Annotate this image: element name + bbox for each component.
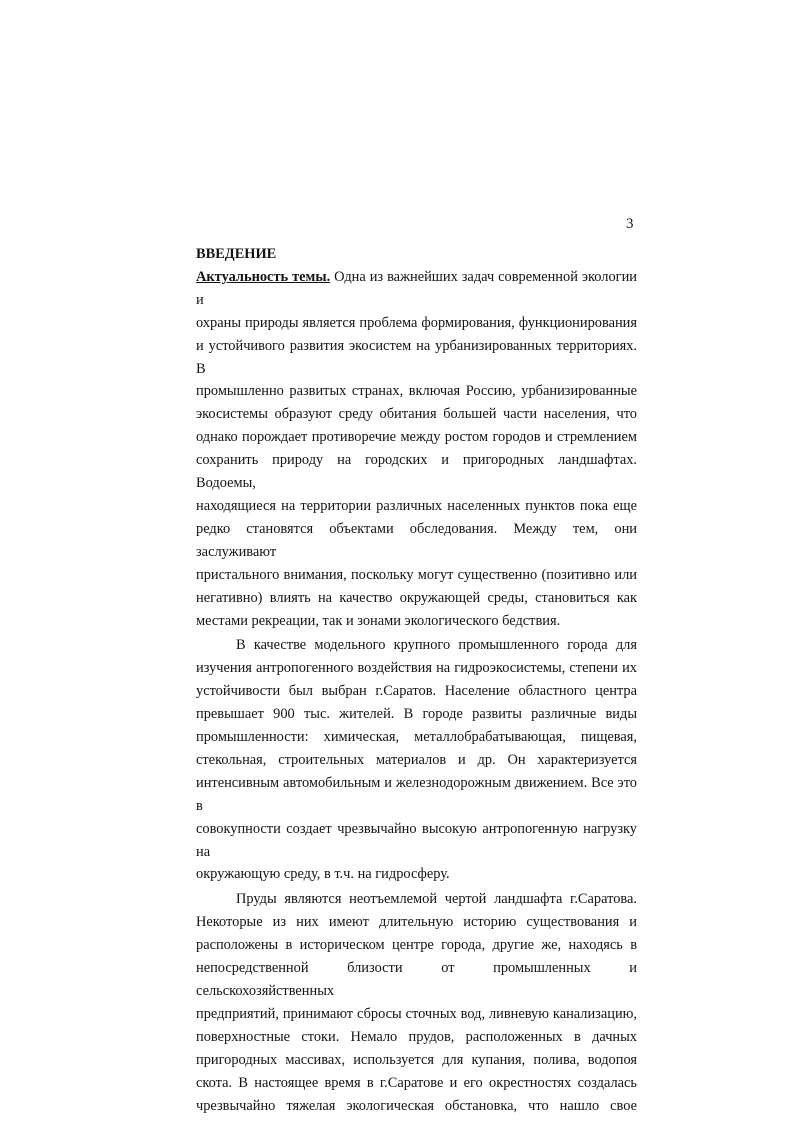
- paragraph-line: Пруды являются неотъемлемой чертой ландшафта г.Саратова.: [236, 891, 637, 908]
- section-heading: ВВЕДЕНИЕ: [196, 246, 277, 262]
- paragraph-line: окружающую среду, в т.ч. на гидросферу.: [196, 866, 450, 883]
- paragraph-line: изучения антропогенного воздействия на гидроэкосистемы, степени их: [196, 660, 637, 677]
- paragraph-line: превышает 900 тыс. жителей. В городе развиты различные виды: [196, 706, 637, 723]
- paragraph-line: пригородных массивах, используется для купания, полива, водопоя: [196, 1051, 637, 1068]
- paragraph-line: редко становятся объектами обследования. Между тем, они заслуживают: [196, 520, 637, 560]
- page-number: 3: [626, 216, 634, 232]
- paragraph-line: местами рекреации, так и зонами экологического бедствия.: [196, 612, 561, 629]
- paragraph-line: промышленности: химическая, металлобрабатывающая, пищевая,: [196, 729, 637, 746]
- relevance-lead: Актуальность темы.: [196, 268, 331, 285]
- paragraph-line: сохранить природу на городских и пригородных ландшафтах. Водоемы,: [196, 452, 637, 492]
- paragraph-line: [196, 266, 637, 312]
- paragraph-line: непосредственной близости от промышленных и сельскохозяйственных: [196, 960, 637, 999]
- paragraph-line-text: Одна из важнейших задач современной экологии и: [196, 268, 637, 308]
- paragraph-line: находящиеся на территории различных населенных пунктов пока еще: [196, 497, 637, 514]
- paragraph-ponds: [196, 888, 637, 1117]
- paragraph-line: промышленно развитых странах, включая Россию, урбанизированные: [196, 383, 637, 400]
- paragraph-line: совокупности создает чрезвычайно высокую антропогенную нагрузку на: [196, 820, 637, 860]
- paragraph-relevance: [196, 266, 637, 633]
- paragraph-line: чрезвычайно тяжелая экологическая обстановка, что нашло свое: [196, 1097, 637, 1114]
- paragraph-line: предприятий, принимают сбросы сточных вод, ливневую канализацию,: [196, 1005, 637, 1022]
- paragraph-line: В качестве модельного крупного промышленного города для: [236, 637, 637, 654]
- paragraph-line: стекольная, строительных материалов и др. Он характеризуется: [196, 751, 637, 768]
- paragraph-model-city: [196, 634, 637, 886]
- document-body: [196, 243, 637, 1117]
- paragraph-line: и устойчивого развития экосистем на урбанизированных территориях. В: [196, 337, 637, 377]
- paragraph-line: однако порождает противоречие между ростом городов и стремлением: [196, 429, 637, 446]
- paragraph-line: пристального внимания, поскольку могут существенно (позитивно или: [196, 566, 637, 583]
- paragraph-line: устойчивости был выбран г.Саратов. Население областного центра: [196, 683, 637, 700]
- paragraph-line: экосистемы образуют среду обитания большей части населения, что: [196, 406, 637, 423]
- paragraph-line: негативно) влиять на качество окружающей среды, становиться как: [196, 589, 637, 606]
- paragraph-line: интенсивным автомобильным и железнодорожным движением. Все это в: [196, 774, 637, 814]
- paragraph-line: поверхностные стоки. Немало прудов, расположенных в дачных: [196, 1028, 637, 1045]
- paragraph-line: скота. В настоящее время в г.Саратове и его окрестностях создалась: [196, 1074, 637, 1091]
- paragraph-line: Некоторые из них имеют длительную историю существования и: [196, 914, 637, 931]
- paragraph-line: расположены в историческом центре города, другие же, находясь в: [196, 937, 637, 954]
- paragraph-line: охраны природы является проблема формирования, функционирования: [196, 314, 637, 331]
